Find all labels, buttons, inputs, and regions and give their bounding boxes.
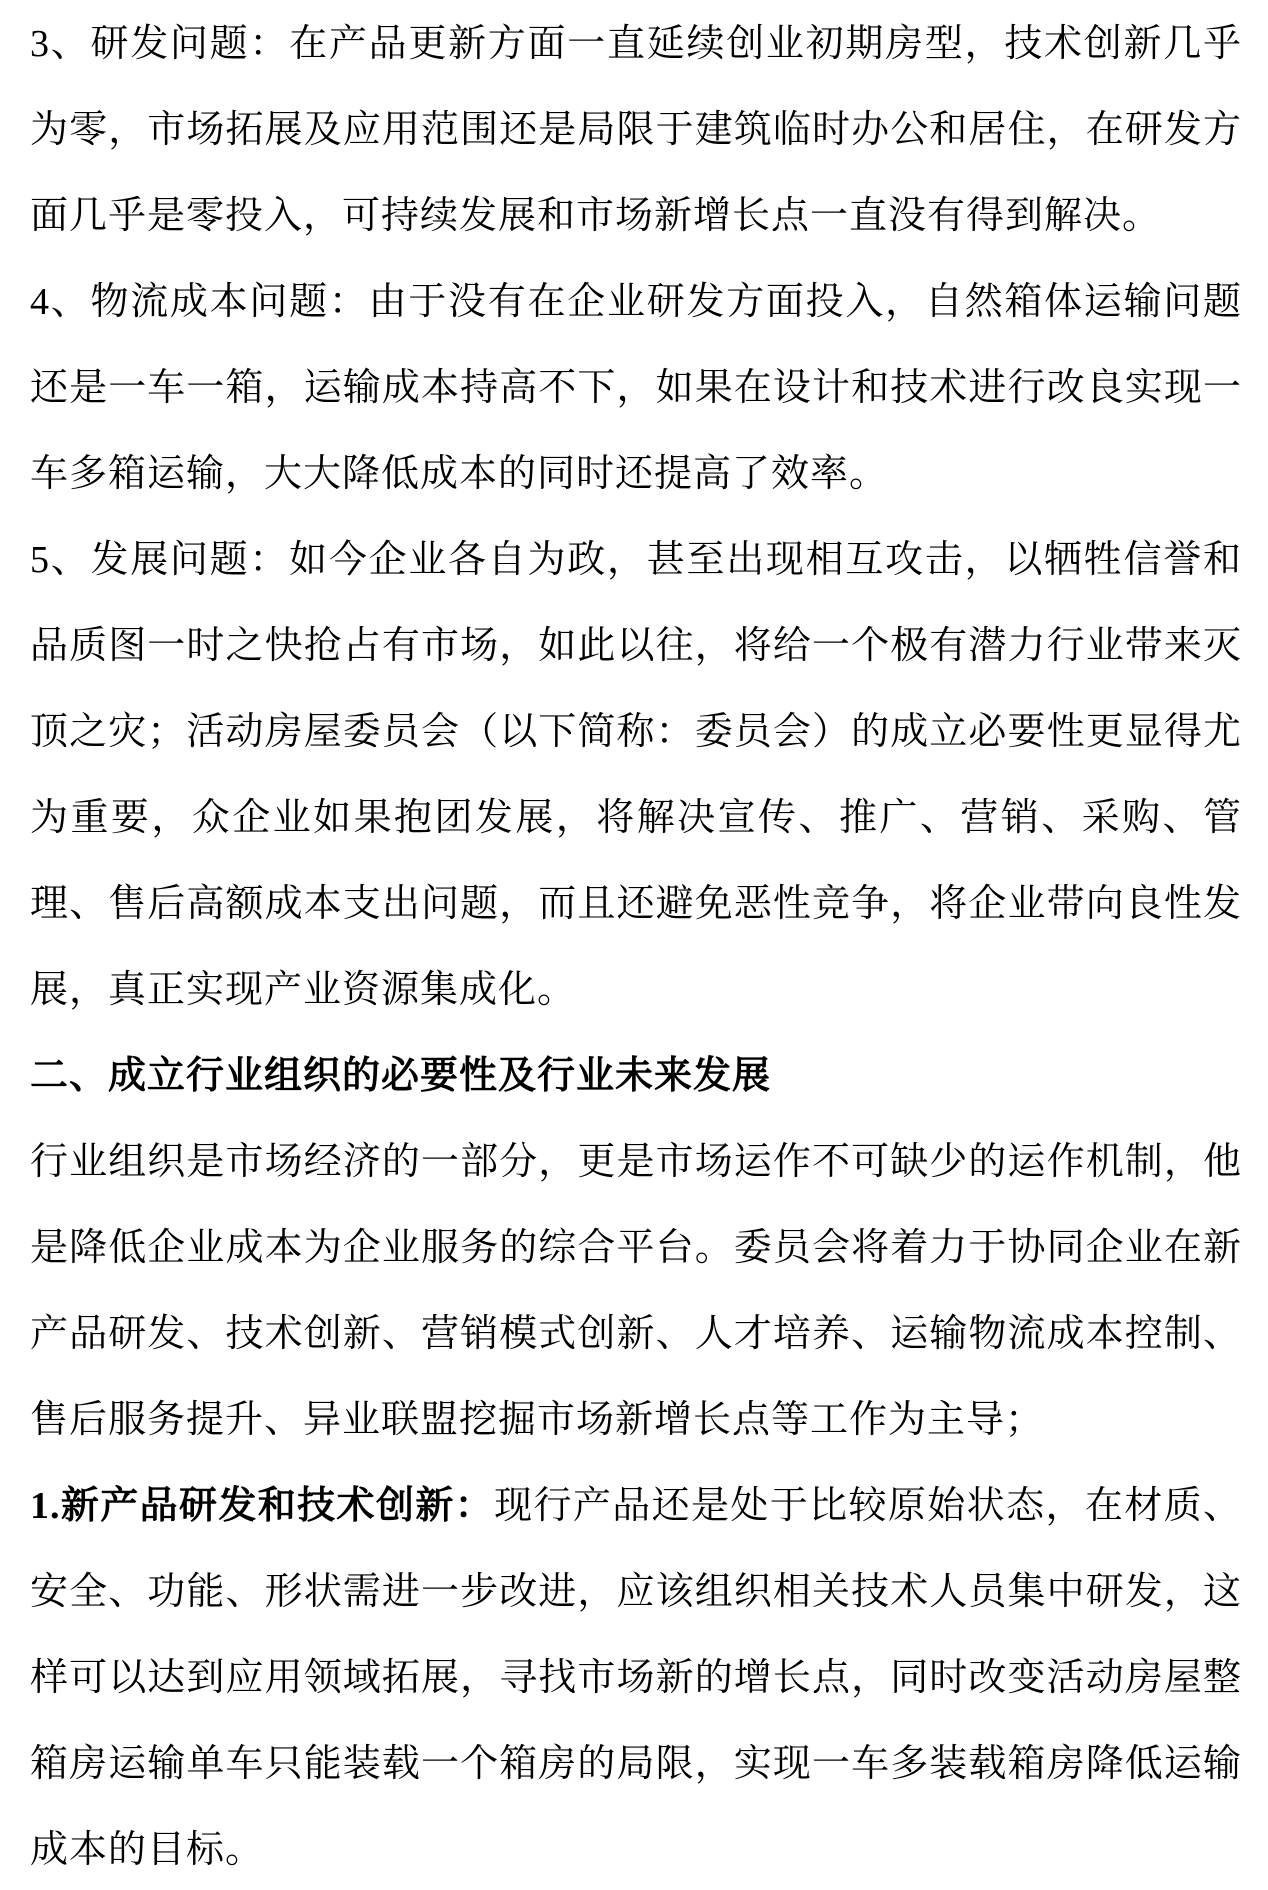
paragraph-logistics-cost-issue: 4、物流成本问题：由于没有在企业研发方面投入，自然箱体运输问题还是一车一箱，运输成本持高不下，如果在设计和技术进行改良实现一车多箱运输，大大降低成本的同时还提高了效率。 [30, 281, 1242, 495]
paragraph-development-issue: 5、发展问题：如今企业各自为政，甚至出现相互攻击，以牺牲信誉和品质图一时之快抢占有市场，如此以往，将给一个极有潜力行业带来灭顶之灾；活动房屋委员会（以下简称：委员会）的成立必要性更显得尤为重要，众企业如果抱团发展，将解决宣传、推广、营销、采购、管理、售后高额成本支出问题，而且还避免恶性竞争，将企业带向良性发展，真正实现产业资源集成化。 [30, 539, 1242, 1011]
paragraph-new-product-rd [30, 1463, 1242, 1890]
paragraph-industry-organization-intro: 行业组织是市场经济的一部分，更是市场运作不可缺少的运作机制，他是降低企业成本为企业服务的综合平台。委员会将着力于协同企业在新产品研发、技术创新、营销模式创新、人才培养、运输物流成本控制、售后服务提升、异业联盟挖掘市场新增长点等工作为主导； [30, 1141, 1242, 1441]
section-heading-industry-organization: 二、成立行业组织的必要性及行业未来发展 [30, 1055, 772, 1097]
paragraph-new-product-rd-lead: 1.新产品研发和技术创新： [30, 1485, 495, 1527]
paragraph-new-product-rd-text: 现行产品还是处于比较原始状态，在材质、安全、功能、形状需进一步改进，应该组织相关技术人员集中研发，这样可以达到应用领域拓展，寻找市场新的增长点，同时改变活动房屋整箱房运输单车只能装载一个箱房的局限，实现一车多装载箱房降低运输成本的目标。 [30, 1485, 1242, 1871]
paragraph-rd-issue: 3、研发问题：在产品更新方面一直延续创业初期房型，技术创新几乎为零，市场拓展及应用范围还是局限于建筑临时办公和居住，在研发方面几乎是零投入，可持续发展和市场新增长点一直没有得到解决。 [30, 23, 1242, 237]
